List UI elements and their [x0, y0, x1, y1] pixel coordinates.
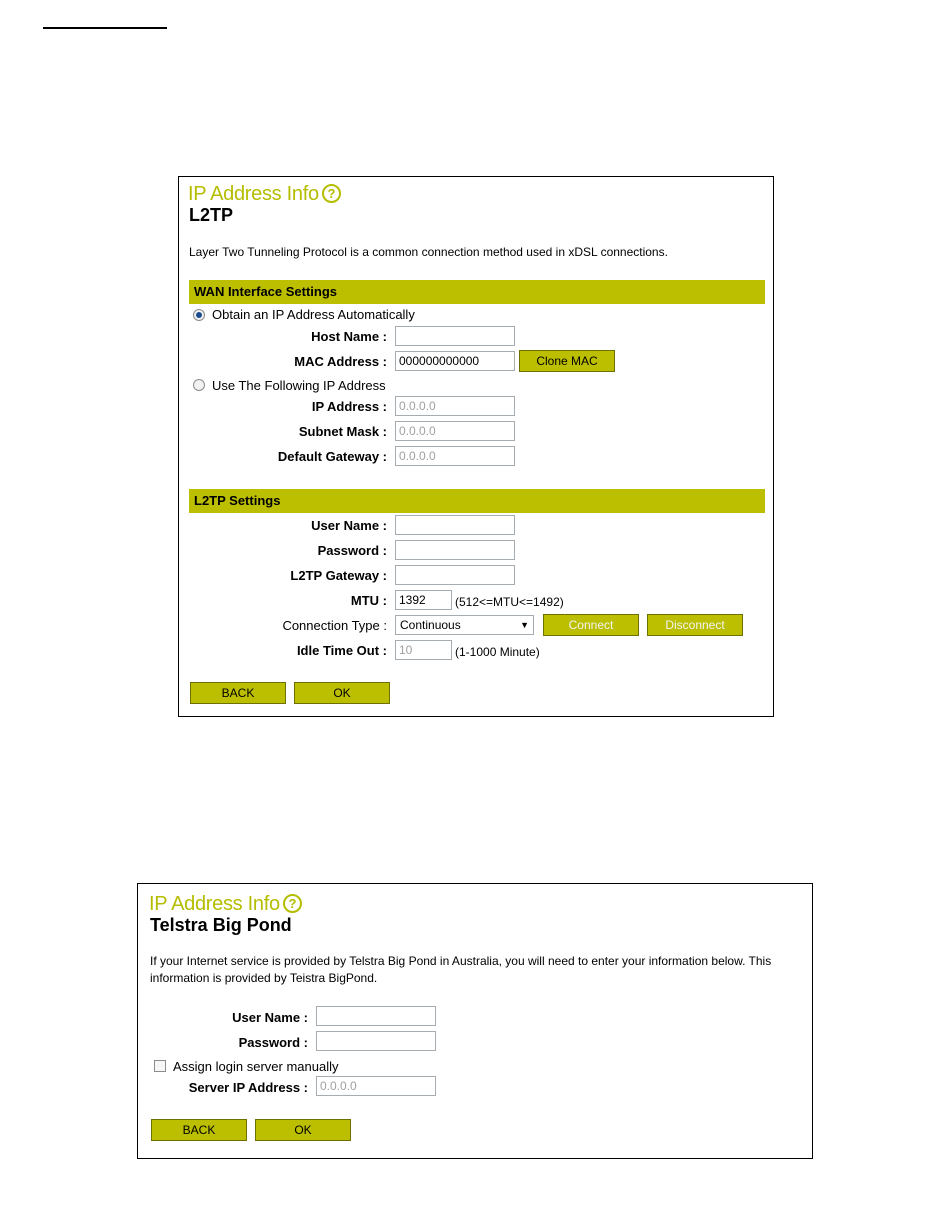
- mac-address-input[interactable]: 000000000000: [395, 351, 515, 371]
- auto-ip-label: Obtain an IP Address Automatically: [212, 307, 415, 322]
- l2tp-gateway-label: L2TP Gateway :: [290, 568, 387, 583]
- ok-button[interactable]: OK: [255, 1119, 351, 1141]
- idle-range-note: (1-1000 Minute): [455, 645, 540, 659]
- mtu-label: MTU :: [350, 593, 387, 608]
- l2tp-panel: [178, 176, 774, 717]
- help-icon[interactable]: ?: [283, 894, 302, 913]
- server-ip-label: Server IP Address :: [188, 1080, 308, 1095]
- user-name-input[interactable]: [395, 515, 515, 535]
- password-label: Password :: [238, 1035, 308, 1050]
- wan-section-header: WAN Interface Settings: [189, 280, 765, 304]
- ip-address-label: IP Address :: [311, 399, 387, 414]
- user-name-label: User Name :: [311, 518, 387, 533]
- host-name-input[interactable]: [395, 326, 515, 346]
- connect-button[interactable]: Connect: [543, 614, 639, 636]
- subnet-mask-label: Subnet Mask :: [298, 424, 387, 439]
- panel-title: IP Address Info ?: [149, 893, 302, 916]
- l2tp-gateway-input[interactable]: [395, 565, 515, 585]
- page-description: Layer Two Tunneling Protocol is a common connection method used in xDSL connections.: [189, 245, 668, 259]
- back-button[interactable]: BACK: [190, 682, 286, 704]
- user-name-label: User Name :: [232, 1010, 308, 1025]
- idle-timeout-input[interactable]: 10: [395, 640, 452, 660]
- host-name-label: Host Name :: [311, 329, 387, 344]
- bigpond-panel: [137, 883, 813, 1159]
- connection-type-value: Continuous: [400, 618, 461, 632]
- mtu-range-note: (512<=MTU<=1492): [455, 595, 564, 609]
- l2tp-section-header: L2TP Settings: [189, 489, 765, 513]
- back-button[interactable]: BACK: [151, 1119, 247, 1141]
- panel-title: IP Address Info ?: [188, 183, 341, 206]
- clone-mac-button[interactable]: Clone MAC: [519, 350, 615, 372]
- mtu-input[interactable]: 1392: [395, 590, 452, 610]
- assign-server-label: Assign login server manually: [173, 1059, 339, 1074]
- mac-address-label: MAC Address :: [294, 354, 387, 369]
- static-ip-radio[interactable]: [193, 379, 205, 391]
- default-gateway-label: Default Gateway :: [277, 449, 387, 464]
- user-name-input[interactable]: [316, 1006, 436, 1026]
- password-input[interactable]: [316, 1031, 436, 1051]
- connection-type-label: Connection Type :: [282, 618, 387, 633]
- ok-button[interactable]: OK: [294, 682, 390, 704]
- auto-ip-radio[interactable]: [193, 309, 205, 321]
- page-description: If your Internet service is provided by Telstra Big Pond in Australia, you will need to enter your information below. This information is provided by Teistra BigPond.: [150, 954, 772, 985]
- disconnect-button[interactable]: Disconnect: [647, 614, 743, 636]
- subnet-mask-input[interactable]: 0.0.0.0: [395, 421, 515, 441]
- ip-address-input[interactable]: 0.0.0.0: [395, 396, 515, 416]
- password-label: Password :: [317, 543, 387, 558]
- default-gateway-input[interactable]: 0.0.0.0: [395, 446, 515, 466]
- assign-server-checkbox[interactable]: [154, 1060, 166, 1072]
- page-subtitle: Telstra Big Pond: [150, 915, 292, 935]
- page-subtitle: L2TP: [189, 205, 234, 225]
- help-icon[interactable]: ?: [322, 184, 341, 203]
- static-ip-label: Use The Following IP Address: [212, 378, 386, 393]
- idle-timeout-label: Idle Time Out :: [296, 643, 387, 658]
- header-rule: [43, 27, 167, 29]
- chevron-down-icon: ▼: [520, 620, 529, 630]
- connection-type-select[interactable]: [395, 615, 534, 635]
- server-ip-input[interactable]: 0.0.0.0: [316, 1076, 436, 1096]
- password-input[interactable]: [395, 540, 515, 560]
